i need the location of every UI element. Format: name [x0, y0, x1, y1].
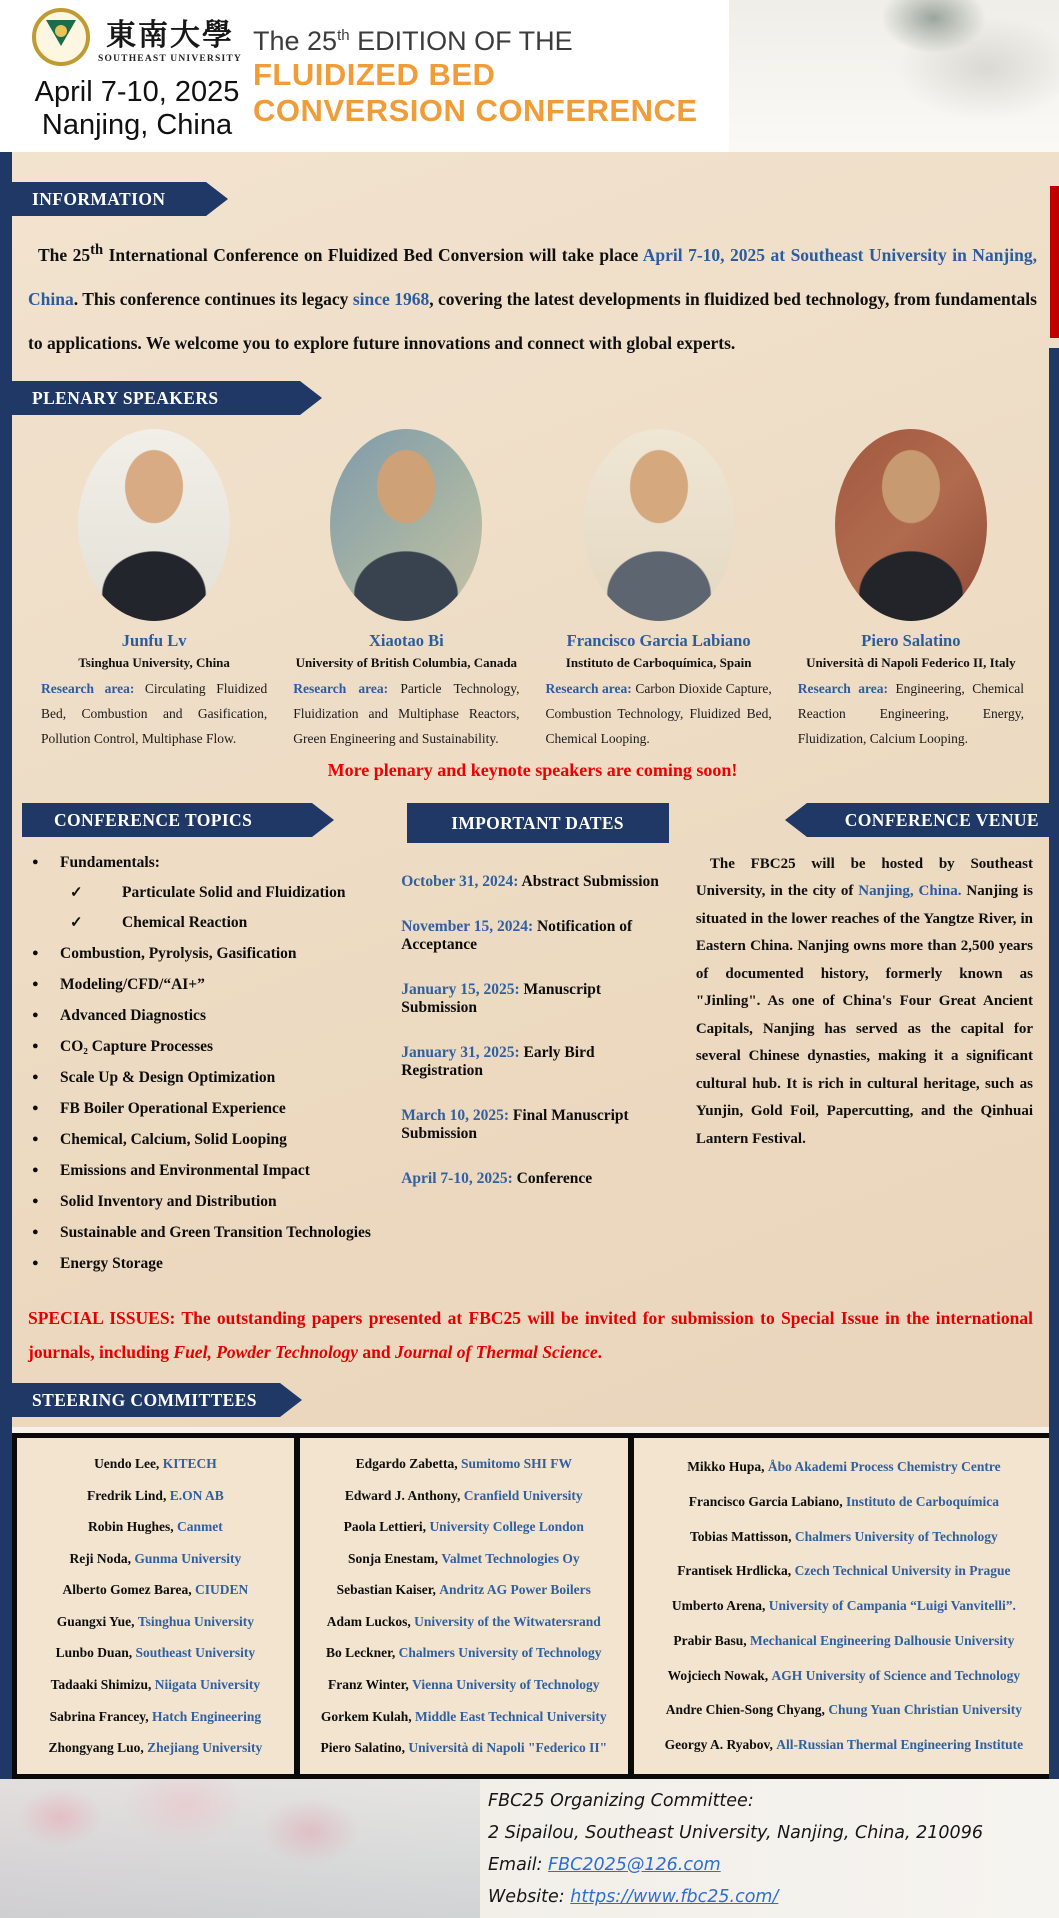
speaker-affiliation: Università di Napoli Federico II, Italy	[806, 654, 1016, 670]
committee-member	[302, 1738, 626, 1757]
committee-member	[302, 1612, 626, 1631]
topic-marker-icon	[28, 1252, 60, 1275]
important-dates-column	[391, 803, 684, 1283]
member-organization: Zhejiang University	[147, 1740, 263, 1756]
committee-member	[636, 1700, 1052, 1719]
committee-member	[19, 1454, 292, 1473]
member-organization: Åbo Akademi Process Chemistry Centre	[767, 1459, 1001, 1475]
committee-member	[19, 1580, 292, 1599]
flyer-body	[0, 152, 1059, 1779]
topic-label: Sustainable and Green Transition Technologies	[60, 1223, 371, 1241]
speakers-row	[28, 425, 1037, 752]
speaker-card	[280, 425, 532, 752]
research-area-label: Research area:	[293, 680, 389, 696]
speaker-card	[533, 425, 785, 752]
committee-member	[636, 1596, 1052, 1615]
topic-item	[28, 1128, 391, 1151]
member-name: Frantisek Hrdlicka,	[677, 1563, 792, 1579]
topic-item	[28, 851, 391, 874]
speaker-photo	[330, 429, 482, 621]
committee-member	[302, 1454, 626, 1473]
date-value: November 15, 2024:	[401, 917, 534, 935]
member-organization: Instituto de Carboquímica	[846, 1494, 1000, 1510]
venue-paragraph	[684, 851, 1037, 1154]
conference-city: Nanjing, China	[41, 109, 233, 141]
special-segment: SPECIAL ISSUES: The outstanding papers presented at FBC25 will be invited for submission to Special Issue in the international journals, including	[28, 1307, 1033, 1362]
date-item	[401, 1170, 680, 1188]
member-organization: Czech Technical University in Prague	[794, 1563, 1011, 1579]
member-organization: Niigata University	[154, 1676, 261, 1692]
topic-marker-icon	[28, 851, 60, 874]
member-organization: Chalmers University of Technology	[398, 1645, 602, 1661]
speaker-affiliation: University of British Columbia, Canada	[295, 654, 518, 670]
info-segment: International Conference on Fluidized Bed Conversion will take place	[103, 244, 643, 265]
topic-label: FB Boiler Operational Experience	[60, 1099, 286, 1117]
committee-member	[636, 1735, 1052, 1754]
topic-marker-icon	[28, 1066, 60, 1089]
committee-member	[19, 1675, 292, 1694]
member-name: Robin Hughes,	[88, 1519, 174, 1535]
topic-item	[28, 1159, 391, 1182]
member-organization: KITECH	[162, 1456, 217, 1472]
committee-column-2	[300, 1438, 628, 1774]
venue-highlight-city: Nanjing, China.	[858, 883, 962, 900]
research-area-label: Research area:	[545, 680, 632, 696]
topic-label: Emissions and Environmental Impact	[60, 1161, 310, 1179]
edition-superscript: th	[337, 27, 350, 44]
member-name: Uendo Lee,	[94, 1456, 160, 1472]
member-name: Sebastian Kaiser,	[336, 1582, 436, 1598]
member-name: Sabrina Francey,	[49, 1708, 149, 1724]
date-milestone: Notification of Acceptance	[401, 917, 633, 953]
topic-label: Advanced Diagnostics	[60, 1006, 206, 1024]
topic-label: Modeling/CFD/“AI+”	[60, 975, 205, 993]
email-link[interactable]: FBC2025@126.com	[548, 1854, 721, 1875]
committee-member	[19, 1486, 292, 1505]
speaker-name: Francisco Garcia Labiano	[566, 630, 751, 650]
website-line	[488, 1881, 983, 1913]
speaker-affiliation: Tsinghua University, China	[78, 654, 230, 670]
email-line	[488, 1849, 983, 1881]
member-name: Bo Leckner,	[326, 1645, 396, 1661]
speaker-name: Piero Salatino	[861, 630, 961, 650]
date-item	[401, 873, 680, 891]
member-organization: Cranfield University	[463, 1487, 583, 1503]
topic-marker-icon	[28, 1159, 60, 1182]
member-organization: Vienna University of Technology	[412, 1676, 600, 1692]
topic-marker-icon	[28, 973, 60, 996]
research-area-text: Engineering, Chemical Reaction Engineering, Energy, Fluidization, Calcium Looping.	[797, 680, 1024, 746]
topic-item	[28, 1097, 391, 1120]
date-item	[401, 1044, 680, 1080]
journal-name: Journal of Thermal Science	[394, 1341, 598, 1362]
section-banner-plenary-speakers: PLENARY SPEAKERS	[0, 381, 300, 415]
topic-marker-icon	[70, 912, 122, 934]
topic-label: Scale Up & Design Optimization	[60, 1068, 276, 1086]
committee-member	[19, 1738, 292, 1757]
conference-title-line1: FLUIDIZED BED	[253, 57, 496, 92]
speaker-research	[546, 677, 772, 752]
topic-label: Combustion, Pyrolysis, Gasification	[60, 944, 297, 962]
edition-suffix: EDITION OF THE	[349, 26, 573, 56]
conference-topics-column	[28, 803, 391, 1283]
research-area-label: Research area:	[797, 680, 888, 696]
committee-member	[302, 1707, 626, 1726]
committee-member	[19, 1612, 292, 1631]
date-milestone: Final Manuscript Submission	[401, 1106, 629, 1142]
committee-member	[19, 1707, 292, 1726]
member-name: Gorkem Kulah,	[320, 1708, 412, 1724]
speaker-photo	[583, 429, 735, 621]
right-accent-bar	[1049, 348, 1059, 1779]
committee-member	[636, 1457, 1052, 1476]
topic-marker-icon	[28, 1004, 60, 1027]
topic-label: Energy Storage	[60, 1254, 163, 1272]
venue-segment: Nanjing is situated in the lower reaches of the Yangtze River, in Eastern China. Nanjing owns more than 2,500 years of documented history, formerly known as "Jinling". As one of China's Four Great Ancient Capitals, Nanjing has served as the capital for several Chinese dynasties, making it a significant cultural hub. It is rich in cultural heritage, such as Yunjin, Gold Foil, Papercutting, and the Qinhuai Lantern Festival.	[695, 883, 1033, 1147]
info-highlight-dates: April 7-10, 2025 at Southeast University in Nanjing, China	[28, 244, 1037, 309]
member-name: Alberto Gomez Barea,	[62, 1582, 192, 1598]
member-name: Reji Noda,	[69, 1550, 131, 1566]
section-banner-conference-topics: CONFERENCE TOPICS	[22, 803, 312, 837]
topic-label: CO₂ Capture Processes	[60, 1037, 214, 1055]
conference-title-block	[253, 26, 698, 129]
seu-seal-logo	[32, 8, 90, 66]
committee-member	[302, 1675, 626, 1694]
info-highlight-since: since 1968	[352, 288, 430, 309]
topic-item	[28, 1066, 391, 1089]
speaker-name: Junfu Lv	[121, 630, 187, 650]
date-milestone: Abstract Submission	[521, 872, 659, 890]
member-organization: University of Campania “Luigi Vanvitelli”.	[768, 1598, 1016, 1614]
footer	[0, 1779, 1059, 1918]
topic-label: Solid Inventory and Distribution	[60, 1192, 277, 1210]
committee-column-3	[634, 1438, 1054, 1774]
topics-list	[28, 851, 391, 1275]
committee-member	[302, 1580, 626, 1599]
member-organization: All-Russian Thermal Engineering Institute	[776, 1736, 1024, 1752]
member-organization: Canmet	[176, 1519, 223, 1535]
topic-marker-icon	[28, 1221, 60, 1244]
topic-marker-icon	[70, 882, 122, 904]
topic-item	[28, 882, 391, 904]
member-name: Andre Chien-Song Chyang,	[665, 1702, 825, 1718]
committee-member	[19, 1549, 292, 1568]
date-item	[401, 1107, 680, 1143]
member-organization: Valmet Technologies Oy	[441, 1550, 580, 1566]
conference-dates: April 7-10, 2025	[34, 76, 240, 108]
topic-label: Chemical Reaction	[122, 913, 248, 931]
member-name: Zhongyang Luo,	[48, 1740, 144, 1756]
research-area-label: Research area:	[41, 680, 135, 696]
dates-list	[395, 873, 680, 1188]
speaker-card	[28, 425, 280, 752]
member-name: Mikko Hupa,	[687, 1459, 765, 1475]
website-label: Website:	[488, 1886, 565, 1907]
research-area-text: Circulating Fluidized Bed, Combustion and Gasification, Pollution Control, Multiphase Flow.	[41, 680, 268, 746]
member-name: Piero Salatino,	[320, 1740, 405, 1756]
topic-marker-icon	[28, 1128, 60, 1151]
special-issues-note	[28, 1301, 1037, 1369]
date-milestone: Early Bird Registration	[401, 1043, 595, 1079]
info-superscript: th	[90, 242, 104, 258]
member-organization: Middle East Technical University	[415, 1708, 607, 1724]
member-name: Franz Winter,	[328, 1676, 409, 1692]
member-name: Edward J. Anthony,	[344, 1487, 461, 1503]
member-organization: E.ON AB	[169, 1487, 224, 1503]
committee-member	[19, 1643, 292, 1662]
section-banner-steering-committees: STEERING COMMITTEES	[0, 1383, 280, 1417]
committee-member	[302, 1486, 626, 1505]
speaker-card	[785, 425, 1037, 752]
organizing-committee-contact	[488, 1785, 983, 1913]
committee-member	[302, 1549, 626, 1568]
topic-marker-icon	[28, 1035, 60, 1058]
journal-name: Fuel, Powder Technology	[173, 1341, 358, 1362]
date-value: March 10, 2025:	[401, 1106, 510, 1124]
member-name: Tobias Mattisson,	[689, 1528, 792, 1544]
topic-marker-icon	[28, 1190, 60, 1213]
speaker-research	[293, 677, 519, 752]
member-name: Fredrik Lind,	[87, 1487, 167, 1503]
header	[0, 0, 1059, 152]
topic-label: Particulate Solid and Fluidization	[122, 883, 346, 901]
topic-item	[28, 1004, 391, 1027]
member-organization: Chalmers University of Technology	[794, 1528, 998, 1544]
three-column-section	[28, 803, 1037, 1283]
email-label: Email:	[488, 1854, 543, 1875]
info-segment: , covering the latest developments in fluidized bed technology, from fundamentals to applications. We welcome you to explore future innovations and connect with global experts.	[28, 288, 1037, 353]
member-organization: Hatch Engineering	[152, 1708, 262, 1724]
edition-line	[253, 26, 698, 57]
committee-title: FBC25 Organizing Committee:	[488, 1790, 754, 1811]
university-name-en: SOUTHEAST UNIVERSITY	[98, 54, 242, 64]
committee-member	[636, 1492, 1052, 1511]
member-name: Francisco Garcia Labiano,	[688, 1494, 843, 1510]
member-name: Edgardo Zabetta,	[355, 1456, 458, 1472]
topic-item	[28, 1252, 391, 1275]
speaker-photo	[78, 429, 230, 621]
member-name: Prabir Basu,	[673, 1632, 747, 1648]
committee-member	[302, 1643, 626, 1662]
member-organization: Southeast University	[135, 1645, 256, 1661]
member-organization: Chung Yuan Christian University	[828, 1702, 1022, 1718]
topic-marker-icon	[28, 1097, 60, 1120]
date-value: January 31, 2025:	[401, 1043, 520, 1061]
committee-member	[636, 1631, 1052, 1650]
committee-column-1	[17, 1438, 294, 1774]
member-organization: AGH University of Science and Technology	[771, 1667, 1021, 1683]
research-area-text: Particle Technology, Fluidization and Multiphase Reactors, Green Engineering and Sustainability.	[293, 680, 520, 746]
topic-item	[28, 912, 391, 934]
topic-item	[28, 1221, 391, 1244]
member-organization: University College London	[429, 1519, 584, 1535]
date-value: April 7-10, 2025:	[401, 1169, 513, 1187]
member-organization: Andritz AG Power Boilers	[439, 1582, 591, 1598]
member-organization: Mechanical Engineering Dalhousie University	[750, 1632, 1015, 1648]
member-organization: Tsinghua University	[137, 1613, 255, 1629]
info-segment: . This conference continues its legacy	[73, 288, 353, 309]
right-red-accent-bar	[1050, 186, 1059, 338]
member-name: Paola Lettieri,	[343, 1519, 427, 1535]
member-name: Wojciech Nowak,	[667, 1667, 769, 1683]
coming-soon-note: More plenary and keynote speakers are coming soon!	[327, 759, 738, 780]
section-banner-important-dates: IMPORTANT DATES	[407, 803, 669, 843]
university-name-cn: 東南大學	[106, 19, 234, 52]
member-organization: University of the Witwatersrand	[414, 1613, 601, 1629]
website-link[interactable]: https://www.fbc25.com/	[570, 1886, 779, 1907]
member-name: Umberto Arena,	[671, 1598, 766, 1614]
venue-segment: The FBC25 will be hosted by Southeast University, in the city of	[695, 855, 1033, 900]
date-milestone: Manuscript Submission	[401, 980, 602, 1016]
topic-item	[28, 1190, 391, 1213]
member-organization: Gunma University	[134, 1550, 242, 1566]
footer-blossom-photo	[0, 1779, 480, 1918]
topic-label: Fundamentals:	[60, 853, 160, 871]
speaker-research	[41, 677, 267, 752]
member-organization: Università di Napoli "Federico II"	[408, 1740, 608, 1756]
section-banner-information: INFORMATION	[0, 182, 206, 216]
special-segment: and	[357, 1341, 395, 1362]
date-value: October 31, 2024:	[401, 872, 519, 890]
member-organization: CIUDEN	[194, 1582, 249, 1598]
speaker-name: Xiaotao Bi	[369, 630, 444, 650]
topic-marker-icon	[28, 942, 60, 965]
committee-member	[636, 1527, 1052, 1546]
header-corner-photo	[729, 0, 1059, 152]
steering-committees-table	[12, 1433, 1059, 1779]
special-segment: .	[597, 1341, 603, 1362]
date-milestone: Conference	[516, 1169, 593, 1187]
committee-address: 2 Sipailou, Southeast University, Nanjing, China, 210096	[488, 1822, 983, 1843]
research-area-text: Carbon Dioxide Capture, Combustion Technology, Fluidized Bed, Chemical Looping.	[545, 680, 772, 746]
section-banner-conference-venue: CONFERENCE VENUE	[807, 803, 1059, 837]
topic-item	[28, 1035, 391, 1058]
speaker-affiliation: Instituto de Carboquímica, Spain	[565, 654, 752, 670]
committee-member	[19, 1517, 292, 1536]
committee-member	[636, 1561, 1052, 1580]
member-name: Lunbo Duan,	[55, 1645, 133, 1661]
info-segment: The 25	[38, 244, 91, 265]
topic-label: Chemical, Calcium, Solid Looping	[60, 1130, 287, 1148]
member-name: Sonja Enestam,	[347, 1550, 438, 1566]
date-item	[401, 981, 680, 1017]
speaker-research	[798, 677, 1024, 752]
committee-member	[302, 1517, 626, 1536]
information-paragraph	[28, 228, 1037, 365]
speaker-photo	[835, 429, 987, 621]
date-value: January 15, 2025:	[401, 980, 520, 998]
member-name: Georgy A. Ryabov,	[664, 1736, 773, 1752]
committee-member	[636, 1666, 1052, 1685]
date-item	[401, 918, 680, 954]
university-brand	[22, 8, 252, 142]
topic-item	[28, 942, 391, 965]
member-organization: Sumitomo SHI FW	[460, 1456, 572, 1472]
topic-item	[28, 973, 391, 996]
member-name: Tadaaki Shimizu,	[50, 1676, 152, 1692]
member-name: Adam Luckos,	[326, 1613, 411, 1629]
member-name: Guangxi Yue,	[56, 1613, 135, 1629]
edition-prefix: The 25	[253, 26, 338, 56]
conference-venue-column	[684, 803, 1037, 1283]
conference-title-line2: CONVERSION CONFERENCE	[253, 93, 698, 128]
